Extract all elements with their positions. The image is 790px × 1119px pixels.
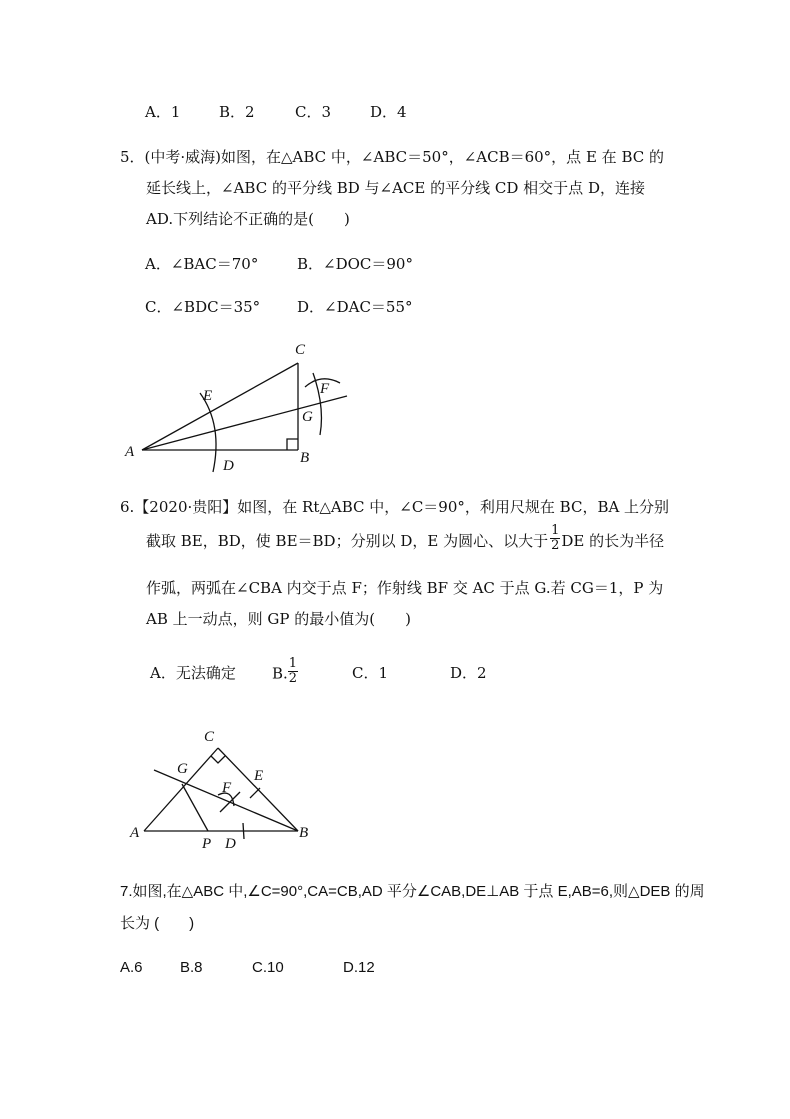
q6-text-line-3: 作弧，两弧在∠CBA 内交于点 F；作射线 BF 交 AC 于点 G.若 CG＝1，P 为 <box>146 579 664 597</box>
q6-option-b-numerator: 1 <box>288 656 298 671</box>
fig2-label-f: F <box>222 780 232 796</box>
q5-option-d: D．∠DAC＝55° <box>297 298 413 316</box>
fig1-right-angle-mark <box>287 439 298 450</box>
q5-option-a: A．∠BAC＝70° <box>145 255 259 273</box>
q5-text-line-1: 5．(中考·威海)如图，在△ABC 中，∠ABC＝50°，∠ACB＝60°，点 E 在 BC 的 <box>120 148 664 166</box>
fig2-label-b: B <box>299 825 309 841</box>
q7-option-b: B.8 <box>180 959 203 976</box>
q6-option-b-denominator: 2 <box>288 671 298 686</box>
q4-option-a: A．1 <box>145 103 181 121</box>
q7-option-d: D.12 <box>343 959 375 976</box>
q5-option-c: C．∠BDC＝35° <box>145 298 261 316</box>
q5-option-b: B．∠DOC＝90° <box>297 255 413 273</box>
q6-option-a: A．无法确定 <box>150 664 236 682</box>
fig1-label-g: G <box>302 409 313 425</box>
q4-option-b: B．2 <box>219 103 255 121</box>
q5-text-line-2: 延长线上，∠ABC 的平分线 BD 与∠ACE 的平分线 CD 相交于点 D，连接 <box>146 179 645 197</box>
fig2-label-c: C <box>204 729 215 745</box>
fig2-label-e: E <box>254 768 264 784</box>
fig1-label-d: D <box>223 458 234 474</box>
q6-option-b <box>272 656 298 686</box>
q6-line-2-part-b: DE 的长为半径 <box>561 532 665 550</box>
q5-text-line-3: AD.下列结论不正确的是( ) <box>146 210 350 228</box>
q6-text-line-4: AB 上一动点，则 GP 的最小值为( ) <box>146 610 411 628</box>
q7-option-c: C.10 <box>252 959 284 976</box>
fig1-label-e: E <box>203 388 213 404</box>
fig1-ray-af <box>142 396 347 450</box>
q6-text-line-2 <box>146 522 665 553</box>
q7-option-a: A.6 <box>120 959 143 976</box>
fig1-segment-ac <box>142 363 298 450</box>
fig2-label-p: P <box>202 836 212 852</box>
fig1-label-a: A <box>125 444 135 460</box>
q4-option-c: C．3 <box>295 103 332 121</box>
fig1-label-c: C <box>295 342 306 358</box>
fig1-label-b: B <box>300 450 310 466</box>
q6-option-b-label: B. <box>272 664 288 683</box>
fig1-label-f: F <box>320 381 330 397</box>
q7-text-line-2: 长为 ( ) <box>120 915 195 932</box>
figure-1 <box>115 335 365 475</box>
fig2-label-d: D <box>225 836 236 852</box>
q6-option-d: D．2 <box>450 664 487 682</box>
q6-fraction-numerator: 1 <box>551 522 560 538</box>
figure-2 <box>120 720 320 855</box>
fig2-label-g: G <box>177 761 188 777</box>
fig2-arc-d <box>243 823 244 839</box>
q7-text-line-1: 7.如图,在△ABC 中,∠C=90°,CA=CB,AD 平分∠CAB,DE⊥AB 于点 E,AB=6,则△DEB 的周 <box>120 883 705 900</box>
fig2-arc-e <box>250 788 260 798</box>
q6-fraction-denominator: 2 <box>551 537 560 553</box>
fig2-label-a: A <box>130 825 140 841</box>
q6-fraction-half <box>550 524 560 553</box>
q6-option-b-fraction <box>288 657 298 686</box>
q4-option-d: D．4 <box>370 103 407 121</box>
fig2-right-angle-mark <box>211 756 225 763</box>
q6-option-c: C．1 <box>352 664 389 682</box>
q6-text-line-1: 6.【2020·贵阳】如图，在 Rt△ABC 中，∠C＝90°，利用尺规在 BC，BA 上分别 <box>120 498 670 516</box>
q6-line-2-part-a: 截取 BE，BD，使 BE＝BD；分别以 D，E 为圆心、以大于 <box>146 532 549 550</box>
